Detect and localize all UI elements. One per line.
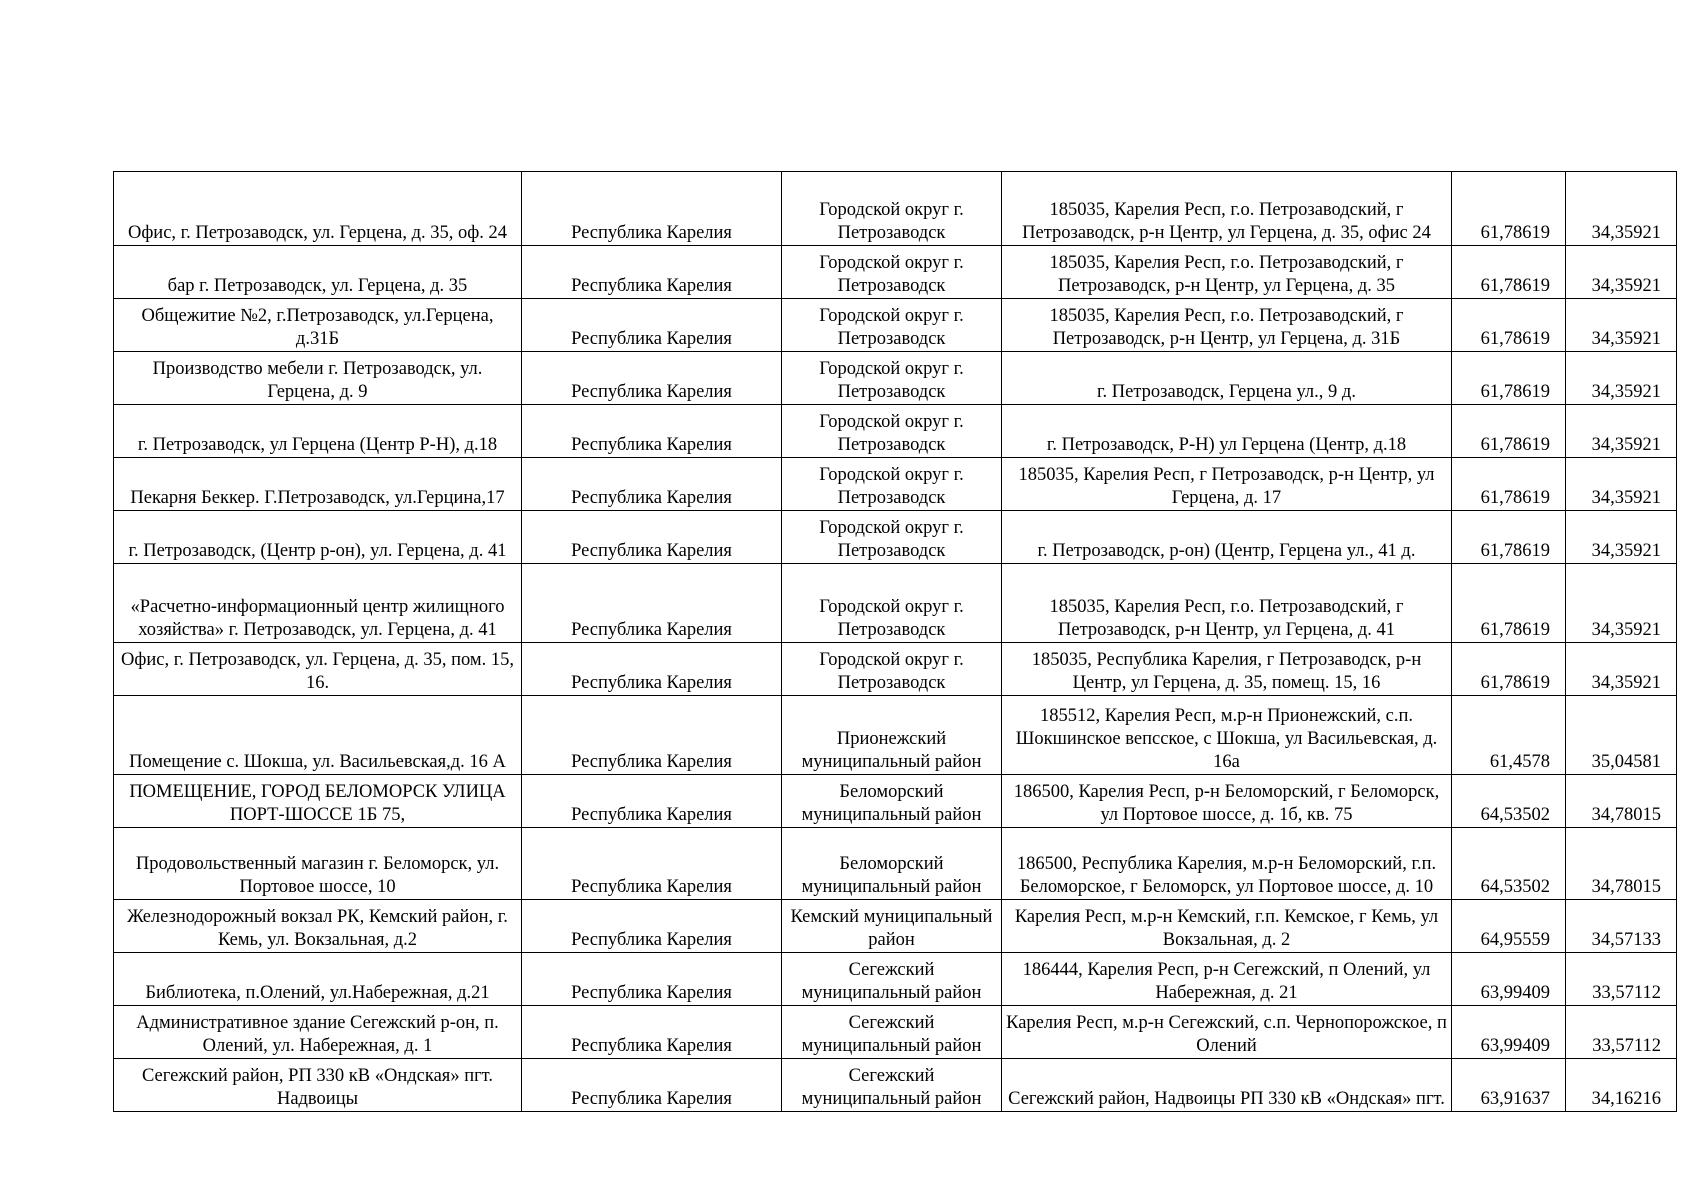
district-cell: Городской округ г. Петрозаводск (782, 458, 1002, 511)
longitude-cell: 34,35921 (1566, 511, 1677, 564)
district-cell: Городской округ г. Петрозаводск (782, 511, 1002, 564)
longitude-cell: 34,35921 (1566, 564, 1677, 643)
district-cell: Городской округ г. Петрозаводск (782, 352, 1002, 405)
latitude-cell: 61,78619 (1452, 172, 1566, 246)
address-cell: Сегежский район, Надвоицы РП 330 кВ «Ондская» пгт. (1002, 1059, 1452, 1112)
table-row (114, 1006, 1677, 1059)
address-cell: 185035, Карелия Респ, г.о. Петрозаводский, г Петрозаводск, р-н Центр, ул Герцена, д. 31Б (1002, 299, 1452, 352)
address-cell: 186444, Карелия Респ, р-н Сегежский, п Олений, ул Набережная, д. 21 (1002, 953, 1452, 1006)
table-row (114, 696, 1677, 775)
address-cell: 185035, Республика Карелия, г Петрозаводск, р-н Центр, ул Герцена, д. 35, помещ. 15, 16 (1002, 643, 1452, 696)
district-cell: Сегежский муниципальный район (782, 953, 1002, 1006)
table-row (114, 564, 1677, 643)
latitude-cell: 61,78619 (1452, 643, 1566, 696)
region-cell: Республика Карелия (522, 1006, 782, 1059)
table-row (114, 775, 1677, 828)
table-row (114, 172, 1677, 246)
longitude-cell: 34,35921 (1566, 246, 1677, 299)
latitude-cell: 61,78619 (1452, 246, 1566, 299)
address-cell: г. Петрозаводск, р-он) (Центр, Герцена ул., 41 д. (1002, 511, 1452, 564)
address-cell: г. Петрозаводск, Герцена ул., 9 д. (1002, 352, 1452, 405)
longitude-cell: 34,35921 (1566, 299, 1677, 352)
table-row (114, 352, 1677, 405)
address-cell: 185035, Карелия Респ, г Петрозаводск, р-н Центр, ул Герцена, д. 17 (1002, 458, 1452, 511)
longitude-cell: 34,35921 (1566, 405, 1677, 458)
latitude-cell: 63,99409 (1452, 1006, 1566, 1059)
table-row (114, 643, 1677, 696)
address-cell: г. Петрозаводск, Р-Н) ул Герцена (Центр, д.18 (1002, 405, 1452, 458)
object-name-cell: Железнодорожный вокзал РК, Кемский район, г. Кемь, ул. Вокзальная, д.2 (114, 900, 522, 953)
region-cell: Республика Карелия (522, 564, 782, 643)
table-row (114, 900, 1677, 953)
table-row (114, 828, 1677, 900)
region-cell: Республика Карелия (522, 405, 782, 458)
longitude-cell: 34,78015 (1566, 775, 1677, 828)
longitude-cell: 33,57112 (1566, 953, 1677, 1006)
table-row (114, 1059, 1677, 1112)
district-cell: Беломорский муниципальный район (782, 828, 1002, 900)
table-row (114, 953, 1677, 1006)
region-cell: Республика Карелия (522, 696, 782, 775)
district-cell: Беломорский муниципальный район (782, 775, 1002, 828)
address-cell: Карелия Респ, м.р-н Сегежский, с.п. Чернопорожское, п Олений (1002, 1006, 1452, 1059)
table-row (114, 458, 1677, 511)
longitude-cell: 34,35921 (1566, 172, 1677, 246)
region-cell: Республика Карелия (522, 458, 782, 511)
district-cell: Прионежский муниципальный район (782, 696, 1002, 775)
address-cell: 186500, Республика Карелия, м.р-н Беломорский, г.п. Беломорское, г Беломорск, ул Портовое шоссе, д. 10 (1002, 828, 1452, 900)
object-name-cell: ПОМЕЩЕНИЕ, ГОРОД БЕЛОМОРСК УЛИЦА ПОРТ-ШОССЕ 1Б 75, (114, 775, 522, 828)
region-cell: Республика Карелия (522, 775, 782, 828)
latitude-cell: 61,78619 (1452, 564, 1566, 643)
address-cell: Карелия Респ, м.р-н Кемский, г.п. Кемское, г Кемь, ул Вокзальная, д. 2 (1002, 900, 1452, 953)
table-row (114, 511, 1677, 564)
object-name-cell: Офис, г. Петрозаводск, ул. Герцена, д. 35, пом. 15, 16. (114, 643, 522, 696)
region-cell: Республика Карелия (522, 246, 782, 299)
object-name-cell: Административное здание Сегежский р-он, п. Олений, ул. Набережная, д. 1 (114, 1006, 522, 1059)
object-name-cell: Библиотека, п.Олений, ул.Набережная, д.21 (114, 953, 522, 1006)
address-cell: 186500, Карелия Респ, р-н Беломорский, г Беломорск, ул Портовое шоссе, д. 1б, кв. 75 (1002, 775, 1452, 828)
address-cell: 185035, Карелия Респ, г.о. Петрозаводский, г Петрозаводск, р-н Центр, ул Герцена, д. 35, офис 24 (1002, 172, 1452, 246)
object-name-cell: Сегежский район, РП 330 кВ «Ондская» пгт. Надвоицы (114, 1059, 522, 1112)
region-cell: Республика Карелия (522, 828, 782, 900)
longitude-cell: 34,35921 (1566, 458, 1677, 511)
latitude-cell: 61,78619 (1452, 458, 1566, 511)
region-cell: Республика Карелия (522, 172, 782, 246)
object-name-cell: Помещение с. Шокша, ул. Васильевская,д. 16 А (114, 696, 522, 775)
locations-table (113, 171, 1677, 1112)
latitude-cell: 61,4578 (1452, 696, 1566, 775)
district-cell: Городской округ г. Петрозаводск (782, 172, 1002, 246)
table-row (114, 246, 1677, 299)
object-name-cell: Общежитие №2, г.Петрозаводск, ул.Герцена, д.31Б (114, 299, 522, 352)
object-name-cell: бар г. Петрозаводск, ул. Герцена, д. 35 (114, 246, 522, 299)
region-cell: Республика Карелия (522, 1059, 782, 1112)
longitude-cell: 34,16216 (1566, 1059, 1677, 1112)
latitude-cell: 61,78619 (1452, 352, 1566, 405)
latitude-cell: 64,53502 (1452, 828, 1566, 900)
object-name-cell: Офис, г. Петрозаводск, ул. Герцена, д. 35, оф. 24 (114, 172, 522, 246)
object-name-cell: «Расчетно-информационный центр жилищного хозяйства» г. Петрозаводск, ул. Герцена, д. 41 (114, 564, 522, 643)
object-name-cell: Производство мебели г. Петрозаводск, ул. Герцена, д. 9 (114, 352, 522, 405)
table-row (114, 405, 1677, 458)
longitude-cell: 34,57133 (1566, 900, 1677, 953)
address-cell: 185035, Карелия Респ, г.о. Петрозаводский, г Петрозаводск, р-н Центр, ул Герцена, д. 35 (1002, 246, 1452, 299)
table-row (114, 299, 1677, 352)
longitude-cell: 35,04581 (1566, 696, 1677, 775)
longitude-cell: 34,35921 (1566, 352, 1677, 405)
district-cell: Городской округ г. Петрозаводск (782, 246, 1002, 299)
object-name-cell: Продовольственный магазин г. Беломорск, ул. Портовое шоссе, 10 (114, 828, 522, 900)
district-cell: Городской округ г. Петрозаводск (782, 299, 1002, 352)
region-cell: Республика Карелия (522, 643, 782, 696)
address-cell: 185512, Карелия Респ, м.р-н Прионежский, с.п. Шокшинское вепсское, с Шокша, ул Васильевская, д. 16а (1002, 696, 1452, 775)
district-cell: Городской округ г. Петрозаводск (782, 564, 1002, 643)
longitude-cell: 34,78015 (1566, 828, 1677, 900)
region-cell: Республика Карелия (522, 511, 782, 564)
district-cell: Сегежский муниципальный район (782, 1059, 1002, 1112)
address-cell: 185035, Карелия Респ, г.о. Петрозаводский, г Петрозаводск, р-н Центр, ул Герцена, д. 41 (1002, 564, 1452, 643)
district-cell: Городской округ г. Петрозаводск (782, 643, 1002, 696)
object-name-cell: г. Петрозаводск, (Центр р-он), ул. Герцена, д. 41 (114, 511, 522, 564)
district-cell: Кемский муниципальный район (782, 900, 1002, 953)
region-cell: Республика Карелия (522, 299, 782, 352)
district-cell: Сегежский муниципальный район (782, 1006, 1002, 1059)
latitude-cell: 61,78619 (1452, 299, 1566, 352)
latitude-cell: 63,99409 (1452, 953, 1566, 1006)
latitude-cell: 64,53502 (1452, 775, 1566, 828)
longitude-cell: 34,35921 (1566, 643, 1677, 696)
object-name-cell: Пекарня Беккер. Г.Петрозаводск, ул.Герцина,17 (114, 458, 522, 511)
longitude-cell: 33,57112 (1566, 1006, 1677, 1059)
region-cell: Республика Карелия (522, 352, 782, 405)
region-cell: Республика Карелия (522, 953, 782, 1006)
latitude-cell: 63,91637 (1452, 1059, 1566, 1112)
object-name-cell: г. Петрозаводск, ул Герцена (Центр Р-Н), д.18 (114, 405, 522, 458)
latitude-cell: 64,95559 (1452, 900, 1566, 953)
latitude-cell: 61,78619 (1452, 405, 1566, 458)
region-cell: Республика Карелия (522, 900, 782, 953)
latitude-cell: 61,78619 (1452, 511, 1566, 564)
district-cell: Городской округ г. Петрозаводск (782, 405, 1002, 458)
